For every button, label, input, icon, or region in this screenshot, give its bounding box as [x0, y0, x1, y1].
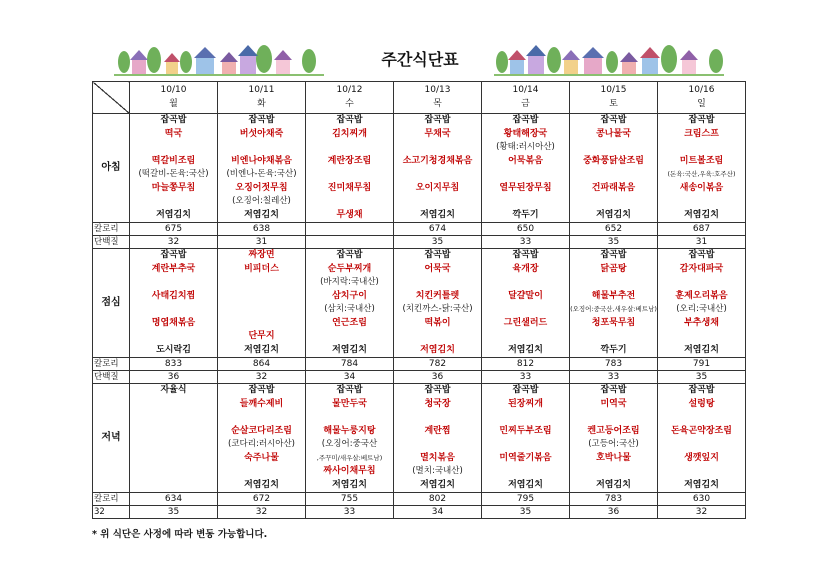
menu-item: 잡곡밥: [600, 250, 627, 260]
meal-label: 점심: [93, 249, 130, 358]
menu-item: 명엽채볶음: [151, 317, 196, 328]
menu-item: 육개장: [512, 263, 539, 274]
menu-item: 민찌두부조림: [499, 425, 552, 436]
menu-item: 저염김치: [508, 344, 543, 355]
menu-item: [570, 330, 657, 344]
menu-item: 호박나물: [596, 452, 631, 463]
menu-item: 저염김치: [156, 209, 191, 220]
menu-item: (코다리:러시아산): [228, 439, 295, 449]
menu-item: 저염김치: [244, 344, 279, 355]
calorie-value: 755: [306, 493, 394, 506]
menu-item: 훈제오리볶음: [675, 290, 728, 301]
menu-item: [130, 303, 217, 317]
menu-item: [570, 141, 657, 155]
menu-item: 잡곡밥: [336, 115, 363, 125]
menu-item: 잡곡밥: [160, 115, 187, 125]
menu-item: 계란부추국: [151, 263, 196, 274]
protein-value: 35: [394, 236, 482, 249]
menu-item: [482, 411, 569, 425]
menu-cell: [218, 249, 306, 358]
menu-item: 어묵볶음: [508, 155, 543, 166]
meal-label: 저녁: [93, 384, 130, 493]
day-weekday: 수: [345, 98, 354, 109]
menu-item: [394, 276, 481, 290]
menu-item: [482, 168, 569, 182]
menu-item: [130, 465, 217, 479]
menu-item: [130, 411, 217, 425]
menu-item: (고등어:국산): [588, 439, 639, 449]
menu-item: [306, 330, 393, 344]
menu-item: [482, 438, 569, 452]
day-header: [218, 82, 306, 114]
protein-value: [306, 236, 394, 249]
calorie-value: 630: [658, 493, 746, 506]
day-date: 10/10: [160, 85, 187, 95]
menu-item: (오징어:중국산: [321, 439, 378, 449]
menu-item: 잡곡밥: [248, 385, 275, 395]
menu-item: 저염김치: [420, 209, 455, 220]
menu-cell: [394, 249, 482, 358]
menu-item: 들깨수제비: [239, 398, 284, 409]
menu-item: (오리:국내산): [676, 304, 727, 314]
menu-item: [306, 168, 393, 182]
menu-cell: [482, 249, 570, 358]
menu-item: 해물부추전: [591, 290, 636, 301]
menu-item: [482, 276, 569, 290]
menu-item: 계란찜: [424, 425, 451, 436]
menu-item: 된장찌개: [508, 398, 543, 409]
calorie-value: 802: [394, 493, 482, 506]
menu-cell: [394, 114, 482, 223]
day-header: [570, 82, 658, 114]
menu-item: (돈육:국산,우육:호주산): [667, 170, 736, 178]
menu-cell: [394, 384, 482, 493]
menu-item: [394, 141, 481, 155]
day-weekday: 토: [609, 98, 618, 109]
calorie-row: [93, 493, 746, 506]
day-header: [394, 82, 482, 114]
menu-item: 잡곡밥: [160, 250, 187, 260]
menu-cell: [130, 114, 218, 223]
menu-item: [130, 425, 217, 439]
protein-value: 31: [218, 236, 306, 249]
menu-item: 물만두국: [332, 398, 367, 409]
menu-item: [658, 438, 745, 452]
calorie-value: 674: [394, 223, 482, 236]
menu-item: 잡곡밥: [336, 385, 363, 395]
menu-item: 순두부찌개: [327, 263, 372, 274]
menu-item: 새송이볶음: [679, 182, 724, 193]
menu-item: 닭곰탕: [600, 263, 627, 274]
weekly-menu-table: [92, 81, 746, 519]
day-date: 10/16: [688, 85, 715, 95]
corner-cell: [93, 82, 130, 114]
menu-item: [482, 330, 569, 344]
menu-item: [306, 141, 393, 155]
protein-value: 35: [482, 506, 570, 519]
menu-item: 계란장조림: [327, 155, 372, 166]
menu-cell: [482, 114, 570, 223]
calorie-value: 864: [218, 358, 306, 371]
menu-item: 어묵국: [424, 263, 451, 274]
calorie-row: [93, 223, 746, 236]
calorie-value: 638: [218, 223, 306, 236]
menu-item: [218, 465, 305, 479]
menu-item: [570, 465, 657, 479]
menu-cell: [658, 114, 746, 223]
meal-label: 아침: [93, 114, 130, 223]
menu-item: 잡곡밥: [512, 250, 539, 260]
menu-item: 열무된장무침: [499, 182, 552, 193]
calorie-value: 795: [482, 493, 570, 506]
calorie-value: 812: [482, 358, 570, 371]
menu-item: 중화풍닭살조림: [583, 155, 644, 166]
menu-item: [394, 168, 481, 182]
menu-item: 잡곡밥: [512, 385, 539, 395]
calorie-value: 650: [482, 223, 570, 236]
menu-item: 저염김치: [244, 209, 279, 220]
menu-item: 잡곡밥: [248, 115, 275, 125]
menu-item: (치킨까스-닭:국산): [402, 304, 473, 314]
menu-cell: [306, 249, 394, 358]
menu-item: [130, 479, 217, 493]
menu-item: [130, 438, 217, 452]
calorie-value: 783: [570, 493, 658, 506]
calorie-label: 칼로리: [93, 223, 130, 236]
day-date: 10/15: [600, 85, 627, 95]
menu-item: 숙주나물: [244, 452, 279, 463]
protein-label: 32: [93, 506, 130, 519]
day-date: 10/13: [424, 85, 451, 95]
menu-item: 마늘쫑무침: [151, 182, 196, 193]
menu-item: [570, 276, 657, 290]
menu-item: [658, 330, 745, 344]
menu-item: 단무지: [248, 331, 275, 341]
calorie-label: 칼로리: [93, 493, 130, 506]
calorie-value: 833: [130, 358, 218, 371]
menu-item: 미역줄기볶음: [499, 452, 552, 463]
menu-item: [218, 290, 305, 304]
protein-value: 35: [130, 506, 218, 519]
menu-cell: [130, 249, 218, 358]
menu-cell: [130, 384, 218, 493]
menu-item: 잡곡밥: [424, 115, 451, 125]
menu-item: 무채국: [424, 128, 451, 139]
menu-item: (오징어:칠레산): [232, 196, 291, 206]
menu-item: [658, 195, 745, 209]
protein-value: 33: [482, 236, 570, 249]
calorie-value: 783: [570, 358, 658, 371]
menu-item: [394, 438, 481, 452]
day-header: [130, 82, 218, 114]
menu-item: 저염김치: [508, 479, 543, 490]
menu-item: 저염김치: [420, 479, 455, 490]
menu-item: 소고기청경채볶음: [402, 155, 473, 166]
menu-item: [130, 330, 217, 344]
day-weekday: 화: [257, 98, 266, 109]
menu-item: [658, 411, 745, 425]
menu-item: [218, 276, 305, 290]
menu-item: [218, 303, 305, 317]
menu-cell: [570, 114, 658, 223]
day-header: [306, 82, 394, 114]
menu-item: 켄고등어조림: [587, 425, 640, 436]
protein-value: 35: [658, 371, 746, 384]
protein-value: 36: [570, 506, 658, 519]
day-header: [482, 82, 570, 114]
protein-value: 33: [306, 506, 394, 519]
menu-item: 잡곡밥: [688, 385, 715, 395]
menu-item: 청국장: [424, 398, 451, 409]
menu-item: 크림스프: [684, 128, 719, 139]
menu-item: 치킨커틀렛: [415, 290, 460, 301]
menu-item: 잡곡밥: [424, 250, 451, 260]
footnote: * 위 식단은 사정에 따라 변동 가능합니다.: [92, 529, 268, 540]
protein-row: [93, 236, 746, 249]
menu-cell: [482, 384, 570, 493]
calorie-value: 675: [130, 223, 218, 236]
calorie-value: 652: [570, 223, 658, 236]
menu-item: [658, 276, 745, 290]
protein-value: 32: [130, 236, 218, 249]
menu-item: 해물누룽지탕: [323, 425, 376, 436]
menu-item: 잡곡밥: [512, 115, 539, 125]
menu-item: 잡곡밥: [688, 115, 715, 125]
protein-value: 32: [218, 506, 306, 519]
day-weekday: 일: [697, 98, 706, 109]
menu-item: 깍두기: [512, 209, 539, 220]
menu-item: 황태해장국: [503, 128, 548, 139]
menu-cell: [306, 384, 394, 493]
menu-item: 감자대파국: [679, 263, 724, 274]
menu-item: 돈육곤약장조림: [671, 425, 732, 436]
menu-item: [394, 330, 481, 344]
menu-item: [658, 141, 745, 155]
menu-item: 도시락김: [156, 344, 191, 355]
meal-row: [93, 249, 746, 358]
calorie-label: 칼로리: [93, 358, 130, 371]
menu-item: 삼치구이: [332, 290, 367, 301]
calorie-row: [93, 358, 746, 371]
menu-item: [482, 195, 569, 209]
menu-item: ,주꾸미/새우살:베트남): [316, 453, 383, 462]
menu-item: 저염김치: [332, 344, 367, 355]
protein-value: 31: [658, 236, 746, 249]
menu-item: (비엔나-돈육:국산): [226, 169, 297, 179]
protein-value: 34: [394, 506, 482, 519]
menu-item: 떡볶이: [424, 317, 451, 328]
protein-value: 35: [570, 236, 658, 249]
menu-item: (삼치:국내산): [324, 304, 375, 314]
calorie-value: 791: [658, 358, 746, 371]
protein-label: 단백질: [93, 236, 130, 249]
page-title: 주간식단표: [381, 50, 459, 69]
menu-item: 사태김치찜: [151, 290, 196, 301]
village-illustration-left: [114, 42, 324, 76]
menu-item: 비피더스: [244, 263, 279, 274]
menu-item: 떡국: [164, 128, 183, 139]
menu-cell: [658, 249, 746, 358]
protein-value: 32: [658, 506, 746, 519]
menu-cell: [218, 384, 306, 493]
menu-item: 부추생채: [684, 317, 719, 328]
menu-item: 잡곡밥: [600, 385, 627, 395]
menu-item: 순살코다리조림: [231, 425, 292, 436]
menu-item: 비엔나야채볶음: [231, 155, 292, 166]
protein-value: 34: [306, 371, 394, 384]
protein-value: 33: [482, 371, 570, 384]
menu-cell: [306, 114, 394, 223]
menu-item: [658, 465, 745, 479]
menu-item: 저염김치: [332, 479, 367, 490]
menu-item: [130, 195, 217, 209]
menu-item: [570, 411, 657, 425]
meal-row: [93, 384, 746, 493]
menu-item: (떡갈비-돈육:국산): [138, 169, 209, 179]
menu-item: 떡갈비조림: [151, 155, 196, 166]
menu-item: [218, 317, 305, 331]
protein-label: 단백질: [93, 371, 130, 384]
menu-item: [130, 398, 217, 412]
menu-cell: [658, 384, 746, 493]
menu-item: 무생채: [336, 209, 363, 220]
menu-item: [570, 168, 657, 182]
day-date: 10/14: [512, 85, 539, 95]
day-date: 10/11: [248, 85, 275, 95]
calorie-value: [306, 223, 394, 236]
menu-item: 건파래볶음: [591, 182, 636, 193]
menu-item: [130, 141, 217, 155]
day-header: [658, 82, 746, 114]
menu-item: [394, 195, 481, 209]
menu-item: 생깻잎지: [684, 452, 719, 463]
menu-item: 버섯아채죽: [239, 128, 284, 139]
menu-item: [306, 195, 393, 209]
menu-cell: [570, 249, 658, 358]
menu-item: (오징어:중국산,새우살:베트남): [570, 305, 657, 313]
menu-item: [130, 276, 217, 290]
protein-row: [93, 506, 746, 519]
day-weekday: 월: [169, 98, 178, 109]
protein-value: 36: [130, 371, 218, 384]
menu-item: 저염김치: [684, 209, 719, 220]
menu-item: [306, 411, 393, 425]
menu-item: 진미채무침: [327, 182, 372, 193]
menu-item: 콩나물국: [596, 128, 631, 139]
menu-item: 잡곡밥: [424, 385, 451, 395]
menu-item: 저염김치: [684, 479, 719, 490]
menu-item: 오이지무침: [415, 182, 460, 193]
day-weekday: 금: [521, 98, 530, 109]
calorie-value: 672: [218, 493, 306, 506]
menu-item: 잡곡밥: [336, 250, 363, 260]
day-date: 10/12: [336, 85, 363, 95]
menu-item: [482, 303, 569, 317]
menu-item: 멸치볶음: [420, 452, 455, 463]
menu-item: 청포묵무침: [591, 317, 636, 328]
menu-item: 짜장면: [248, 250, 275, 260]
menu-item: [218, 411, 305, 425]
menu-cell: [570, 384, 658, 493]
menu-item: 저염김치: [596, 479, 631, 490]
menu-item: 김치찌개: [332, 128, 367, 139]
menu-item: 저염김치: [244, 479, 279, 490]
calorie-value: 782: [394, 358, 482, 371]
menu-item: [218, 141, 305, 155]
menu-item: 미트볼조림: [679, 155, 724, 166]
menu-item: [570, 195, 657, 209]
day-weekday: 목: [433, 98, 442, 109]
menu-item: 저염김치: [420, 344, 455, 355]
menu-item: [394, 411, 481, 425]
menu-item: 잡곡밥: [600, 115, 627, 125]
menu-item: (멸치:국내산): [412, 466, 463, 476]
village-illustration-right: [494, 42, 724, 76]
menu-item: 짜사이채무침: [323, 466, 376, 476]
menu-item: 잡곡밥: [688, 250, 715, 260]
calorie-value: 784: [306, 358, 394, 371]
menu-item: 연근조림: [332, 317, 367, 328]
menu-item: 저염김치: [684, 344, 719, 355]
menu-item: [130, 452, 217, 466]
calorie-value: 634: [130, 493, 218, 506]
menu-item: (바지락:국내산): [320, 277, 379, 287]
menu-item: 달걀말이: [508, 290, 543, 301]
protein-row: [93, 371, 746, 384]
menu-item: 오징어젓무침: [235, 182, 288, 193]
protein-value: 33: [570, 371, 658, 384]
calorie-value: 687: [658, 223, 746, 236]
menu-item: 자율식: [160, 385, 187, 395]
protein-value: 32: [218, 371, 306, 384]
menu-item: 그린샐러드: [503, 317, 548, 328]
menu-item: 설렁탕: [688, 398, 715, 409]
menu-item: [482, 465, 569, 479]
menu-item: 저염김치: [596, 209, 631, 220]
menu-item: 깍두기: [600, 344, 627, 355]
menu-cell: [218, 114, 306, 223]
protein-value: 36: [394, 371, 482, 384]
menu-item: (황태:러시아산): [496, 142, 555, 152]
meal-row: [93, 114, 746, 223]
menu-item: 미역국: [600, 398, 627, 409]
